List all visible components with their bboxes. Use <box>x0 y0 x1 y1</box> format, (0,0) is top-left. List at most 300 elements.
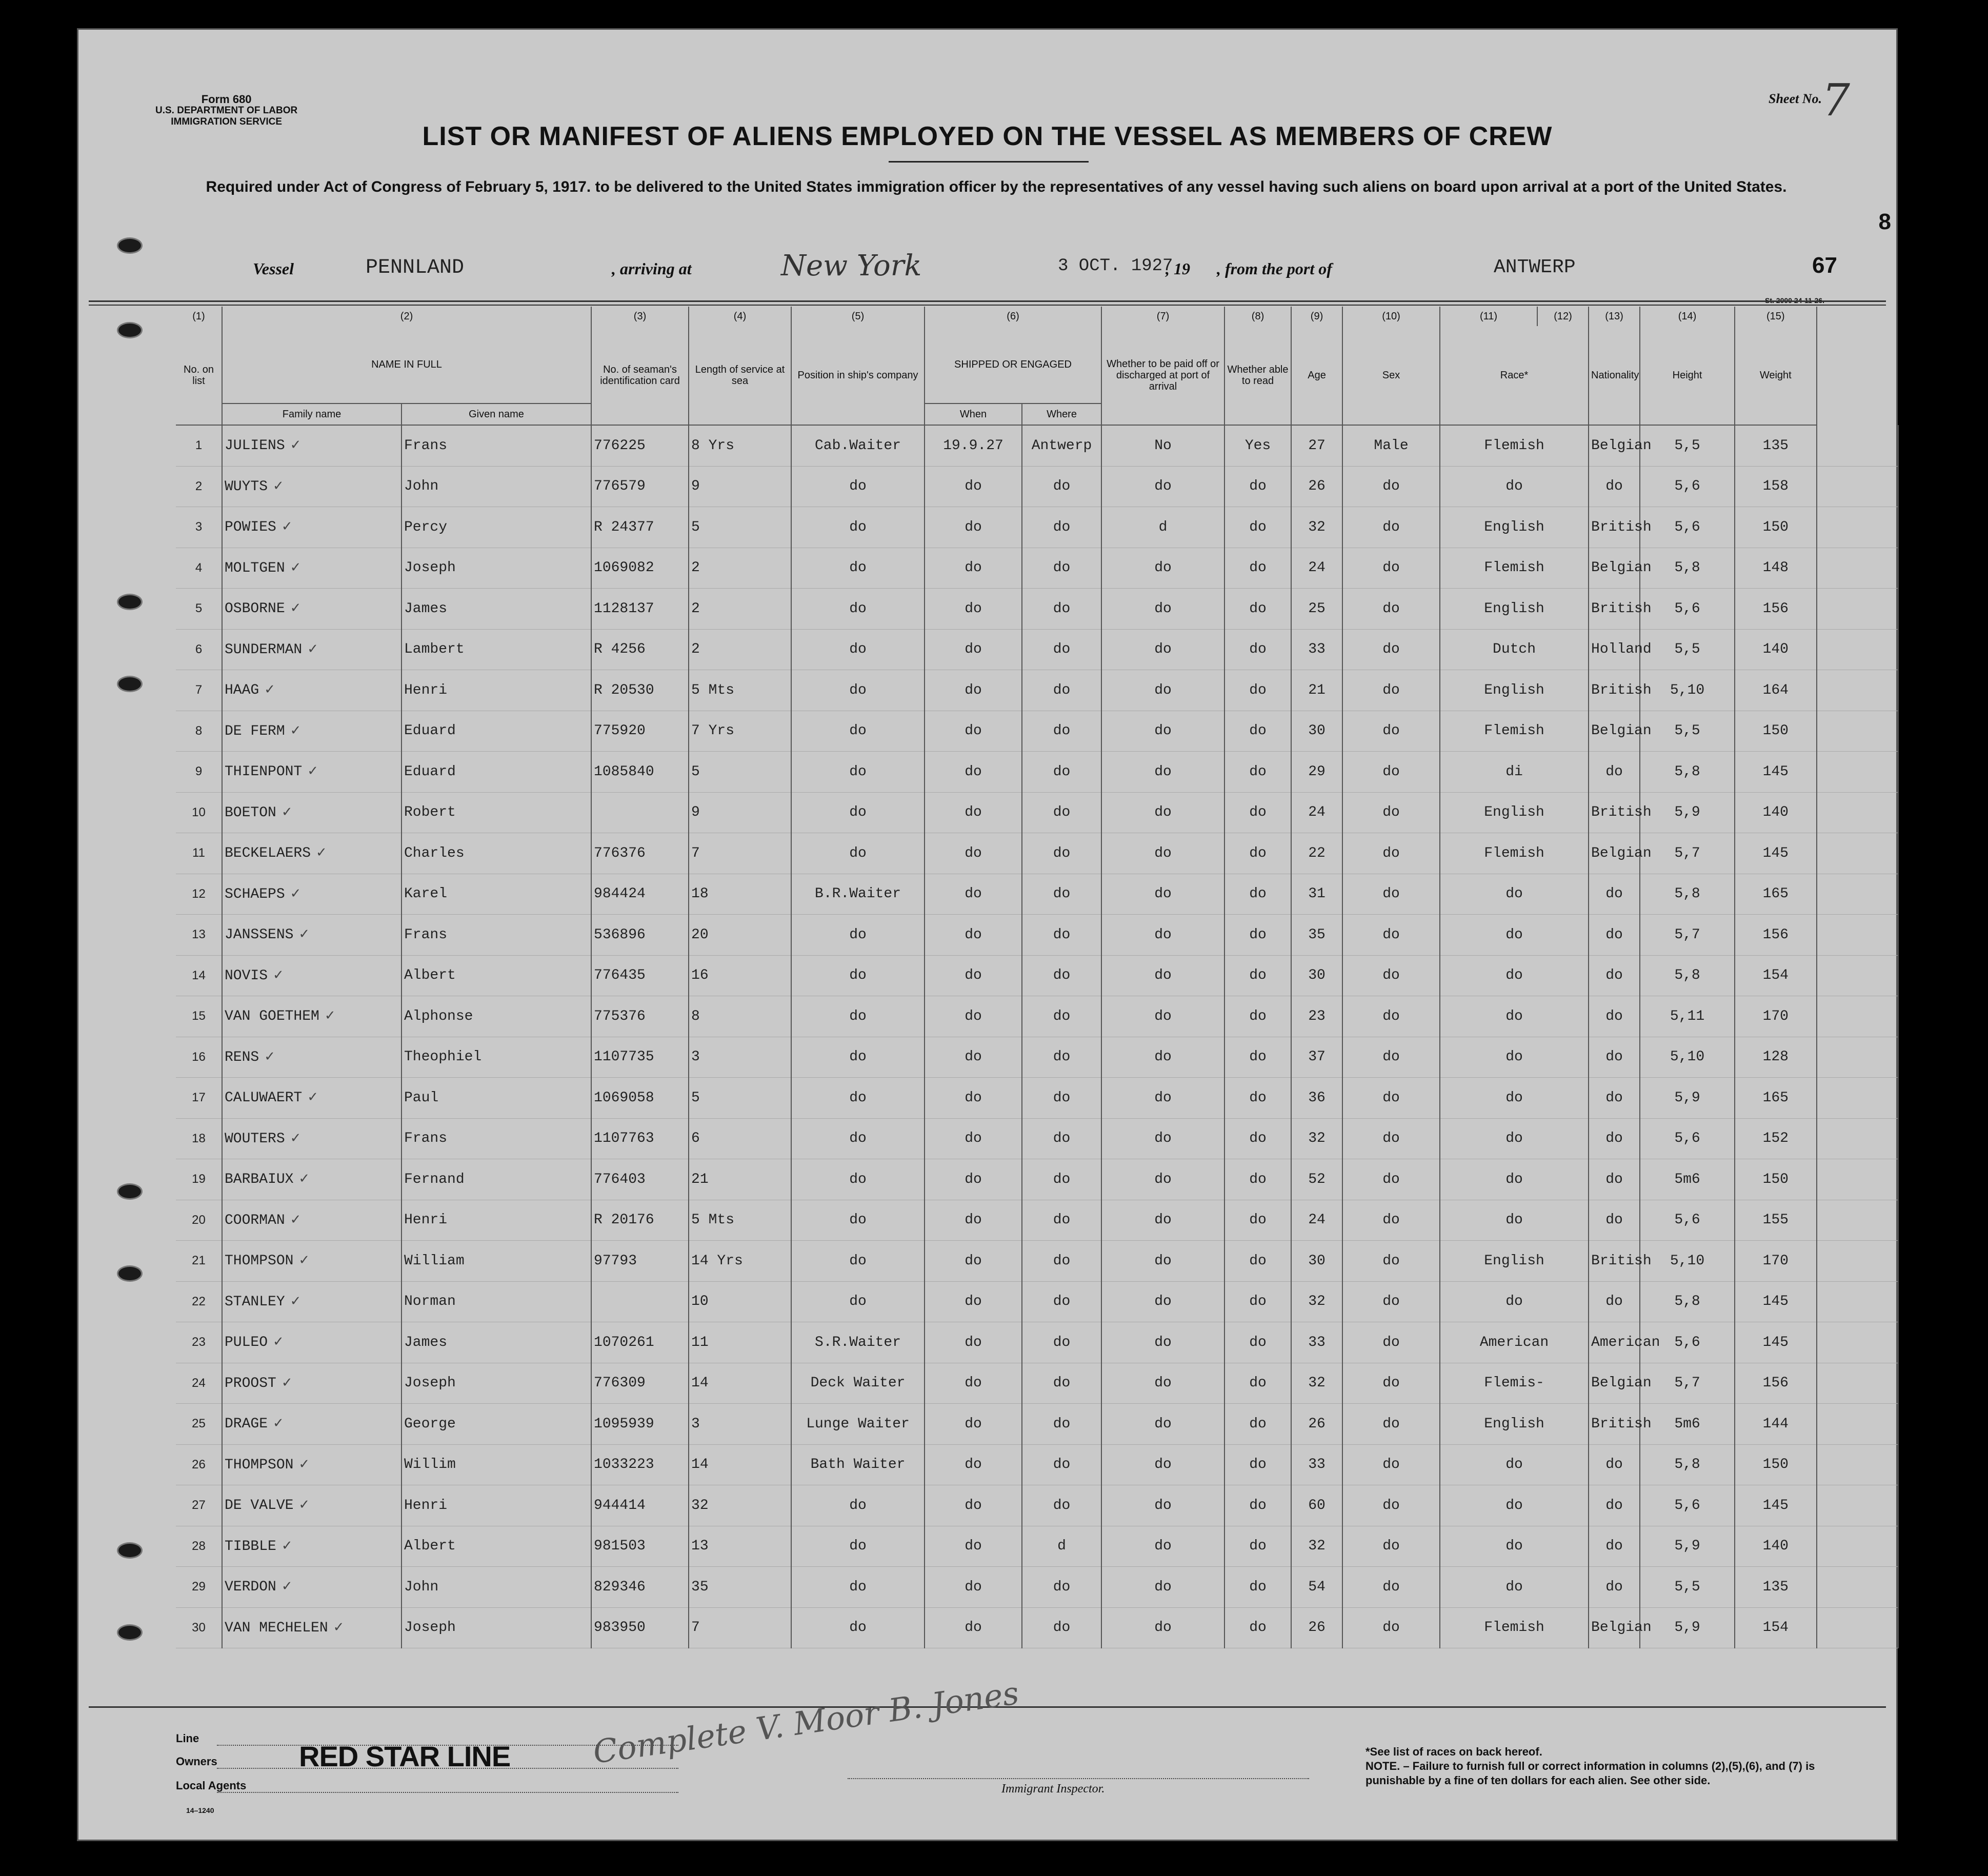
height: 5,8 <box>1640 548 1735 589</box>
shipped-when: do <box>925 955 1022 996</box>
punch-hole <box>117 1265 143 1282</box>
row-number: 1 <box>176 425 222 466</box>
height: 5,9 <box>1640 1607 1735 1648</box>
shipped-when: do <box>925 507 1022 548</box>
given-name: Frans <box>401 425 591 466</box>
owner-stamp: RED STAR LINE <box>299 1740 511 1772</box>
table-row <box>176 589 1898 630</box>
paid-off: do <box>1101 1363 1224 1404</box>
age: 26 <box>1291 466 1342 507</box>
shipped-when: do <box>925 833 1022 874</box>
sheet-number: 7 <box>1822 75 1850 126</box>
sex: do <box>1342 1159 1440 1200</box>
weight: 150 <box>1735 507 1816 548</box>
able-to-read: do <box>1224 1485 1291 1526</box>
nationality: do <box>1589 1281 1640 1322</box>
paid-off: do <box>1101 548 1224 589</box>
nationality: do <box>1589 1485 1640 1526</box>
paid-off: do <box>1101 1159 1224 1200</box>
given-name: Frans <box>401 915 591 956</box>
check-mark-icon: ✓ <box>307 1090 319 1105</box>
punch-hole <box>117 1542 143 1559</box>
able-to-read: Yes <box>1224 425 1291 466</box>
family-name: BOETON ✓ <box>222 792 401 833</box>
shipped-when: do <box>925 629 1022 670</box>
footer <box>78 1674 1896 1840</box>
physical-marks <box>1817 425 1898 466</box>
shipped-when: do <box>925 874 1022 915</box>
length-of-service: 16 <box>689 955 791 996</box>
age: 52 <box>1291 1159 1342 1200</box>
check-mark-icon: ✓ <box>281 1579 293 1595</box>
row-number: 17 <box>176 1078 222 1119</box>
sex: do <box>1342 1322 1440 1363</box>
able-to-read: do <box>1224 589 1291 630</box>
table-row <box>176 711 1898 752</box>
table-row <box>176 996 1898 1037</box>
id-card-number: 97793 <box>591 1241 689 1282</box>
height: 5,8 <box>1640 1281 1735 1322</box>
shipped-when: do <box>925 589 1022 630</box>
length-of-service: 7 <box>689 833 791 874</box>
length-of-service: 2 <box>689 548 791 589</box>
sex: do <box>1342 874 1440 915</box>
row-number: 27 <box>176 1485 222 1526</box>
family-name: PROOST ✓ <box>222 1363 401 1404</box>
id-card-number <box>591 1281 689 1322</box>
nationality: do <box>1589 752 1640 793</box>
row-number: 25 <box>176 1404 222 1445</box>
check-mark-icon: ✓ <box>333 1619 345 1635</box>
id-card-number: 775920 <box>591 711 689 752</box>
nationality: do <box>1589 1037 1640 1078</box>
shipped-where: do <box>1022 1485 1101 1526</box>
shipped-where: do <box>1022 1078 1101 1119</box>
id-card-number: 776309 <box>591 1363 689 1404</box>
header-where: Where <box>1022 404 1101 425</box>
race: English <box>1440 670 1589 711</box>
footnotes <box>1366 1745 1817 1788</box>
physical-marks <box>1817 1363 1898 1404</box>
ship-position: do <box>791 1607 925 1648</box>
family-name: VAN MECHELEN ✓ <box>222 1607 401 1648</box>
race: do <box>1440 1567 1589 1608</box>
length-of-service: 32 <box>689 1485 791 1526</box>
nationality: British <box>1589 1404 1640 1445</box>
shipped-when: do <box>925 1444 1022 1485</box>
check-mark-icon: ✓ <box>264 682 276 698</box>
able-to-read: do <box>1224 996 1291 1037</box>
age: 32 <box>1291 1118 1342 1159</box>
able-to-read: do <box>1224 955 1291 996</box>
shipped-when: do <box>925 1485 1022 1526</box>
ship-position: do <box>791 1567 925 1608</box>
weight: 165 <box>1735 1078 1816 1119</box>
ship-position: do <box>791 955 925 996</box>
weight: 150 <box>1735 1159 1816 1200</box>
sex: do <box>1342 833 1440 874</box>
nationality: Belgian <box>1589 833 1640 874</box>
age: 30 <box>1291 955 1342 996</box>
row-number: 12 <box>176 874 222 915</box>
shipped-when: do <box>925 548 1022 589</box>
ship-position: do <box>791 711 925 752</box>
check-mark-icon: ✓ <box>298 1497 310 1513</box>
paid-off: do <box>1101 752 1224 793</box>
check-mark-icon: ✓ <box>290 1212 302 1227</box>
check-mark-icon: ✓ <box>290 722 302 738</box>
column-number: (12) <box>1537 307 1589 326</box>
nationality: British <box>1589 670 1640 711</box>
age: 32 <box>1291 1526 1342 1567</box>
id-card-number: 984424 <box>591 874 689 915</box>
shipped-when: do <box>925 1526 1022 1567</box>
id-card-number: R 20176 <box>591 1200 689 1241</box>
shipped-where: do <box>1022 1607 1101 1648</box>
race: do <box>1440 1037 1589 1078</box>
header-race: Race* <box>1440 326 1589 425</box>
column-number: (2) <box>222 307 591 326</box>
physical-marks <box>1817 1485 1898 1526</box>
nationality: British <box>1589 1241 1640 1282</box>
height: 5,8 <box>1640 1444 1735 1485</box>
table-row <box>176 915 1898 956</box>
year-label: , 19 <box>1166 259 1190 278</box>
length-of-service: 9 <box>689 792 791 833</box>
able-to-read: do <box>1224 1281 1291 1322</box>
header-no-on-list: No. on list <box>176 326 222 425</box>
height: 5,6 <box>1640 1322 1735 1363</box>
family-name: JANSSENS ✓ <box>222 915 401 956</box>
age: 24 <box>1291 548 1342 589</box>
paid-off: do <box>1101 1404 1224 1445</box>
title-underline <box>889 161 1089 163</box>
check-mark-icon: ✓ <box>298 1171 310 1187</box>
check-mark-icon: ✓ <box>298 1253 310 1268</box>
height: 5,5 <box>1640 711 1735 752</box>
sex: do <box>1342 1281 1440 1322</box>
shipped-where: do <box>1022 1159 1101 1200</box>
sex: do <box>1342 1444 1440 1485</box>
row-number: 10 <box>176 792 222 833</box>
age: 60 <box>1291 1485 1342 1526</box>
paid-off: do <box>1101 1078 1224 1119</box>
from-port-label: , from the port of <box>1217 259 1332 278</box>
race: English <box>1440 1241 1589 1282</box>
id-card-number: R 20530 <box>591 670 689 711</box>
height: 5,9 <box>1640 792 1735 833</box>
paid-off: do <box>1101 1567 1224 1608</box>
race: do <box>1440 1281 1589 1322</box>
physical-marks <box>1817 1567 1898 1608</box>
table-row <box>176 1281 1898 1322</box>
table-row <box>176 1526 1898 1567</box>
family-name: NOVIS ✓ <box>222 955 401 996</box>
check-mark-icon: ✓ <box>281 1538 293 1554</box>
weight: 135 <box>1735 1567 1816 1608</box>
height: 5,7 <box>1640 833 1735 874</box>
height: 5,8 <box>1640 955 1735 996</box>
check-mark-icon: ✓ <box>273 478 284 494</box>
family-name: TIBBLE ✓ <box>222 1526 401 1567</box>
row-number: 21 <box>176 1241 222 1282</box>
id-card-number: R 24377 <box>591 507 689 548</box>
arrival-date: 3 OCT. 1927 <box>1058 256 1173 276</box>
weight: 150 <box>1735 1444 1816 1485</box>
given-name: George <box>401 1404 591 1445</box>
physical-marks <box>1817 1159 1898 1200</box>
able-to-read: do <box>1224 1444 1291 1485</box>
nationality: do <box>1589 996 1640 1037</box>
family-name: THOMPSON ✓ <box>222 1444 401 1485</box>
departure-port: ANTWERP <box>1494 256 1576 278</box>
family-name: BECKELAERS ✓ <box>222 833 401 874</box>
table-row <box>176 548 1898 589</box>
id-card-number: 1095939 <box>591 1404 689 1445</box>
paid-off: do <box>1101 915 1224 956</box>
physical-marks <box>1817 629 1898 670</box>
shipped-where: do <box>1022 589 1101 630</box>
given-name: Lambert <box>401 629 591 670</box>
ship-position: do <box>791 1526 925 1567</box>
length-of-service: 5 <box>689 507 791 548</box>
weight: 170 <box>1735 996 1816 1037</box>
able-to-read: do <box>1224 1241 1291 1282</box>
length-of-service: 5 <box>689 752 791 793</box>
race: do <box>1440 1078 1589 1119</box>
physical-marks <box>1817 1404 1898 1445</box>
given-name: Joseph <box>401 1607 591 1648</box>
race: English <box>1440 507 1589 548</box>
row-number: 23 <box>176 1322 222 1363</box>
check-mark-icon: ✓ <box>307 641 319 657</box>
column-number: (8) <box>1224 307 1291 326</box>
physical-marks <box>1817 1118 1898 1159</box>
given-name: John <box>401 1567 591 1608</box>
row-number: 2 <box>176 466 222 507</box>
shipped-when: do <box>925 1037 1022 1078</box>
table-row <box>176 955 1898 996</box>
header-position: Position in ship's company <box>791 326 925 425</box>
row-number: 28 <box>176 1526 222 1567</box>
length-of-service: 5 Mts <box>689 1200 791 1241</box>
race: English <box>1440 589 1589 630</box>
id-card-number: 775376 <box>591 996 689 1037</box>
column-title-row <box>176 326 1898 404</box>
row-number: 19 <box>176 1159 222 1200</box>
family-name: MOLTGEN ✓ <box>222 548 401 589</box>
height: 5,6 <box>1640 507 1735 548</box>
shipped-where: do <box>1022 874 1101 915</box>
row-number: 13 <box>176 915 222 956</box>
family-name: HAAG ✓ <box>222 670 401 711</box>
row-number: 26 <box>176 1444 222 1485</box>
height: 5,10 <box>1640 670 1735 711</box>
length-of-service: 9 <box>689 466 791 507</box>
header-when: When <box>925 404 1022 425</box>
length-of-service: 8 Yrs <box>689 425 791 466</box>
header-length-service: Length of service at sea <box>689 326 791 425</box>
sex: do <box>1342 792 1440 833</box>
table-row <box>176 1363 1898 1404</box>
column-number: (13) <box>1589 307 1640 326</box>
weight: 144 <box>1735 1404 1816 1445</box>
weight: 156 <box>1735 1363 1816 1404</box>
inspector-signature-line <box>848 1778 1309 1779</box>
weight: 140 <box>1735 792 1816 833</box>
weight: 152 <box>1735 1118 1816 1159</box>
age: 26 <box>1291 1607 1342 1648</box>
shipped-when: do <box>925 1567 1022 1608</box>
ship-position: do <box>791 996 925 1037</box>
header-family-name: Family name <box>222 404 401 425</box>
given-name: Eduard <box>401 752 591 793</box>
family-name: THIENPONT ✓ <box>222 752 401 793</box>
table-row <box>176 1404 1898 1445</box>
able-to-read: do <box>1224 507 1291 548</box>
id-card-number: 983950 <box>591 1607 689 1648</box>
ship-position: do <box>791 833 925 874</box>
check-mark-icon: ✓ <box>290 1293 302 1309</box>
physical-marks <box>1817 1444 1898 1485</box>
sex: Male <box>1342 425 1440 466</box>
header-shipped-engaged: SHIPPED OR ENGAGED <box>925 326 1101 404</box>
column-number: (7) <box>1101 307 1224 326</box>
height: 5,8 <box>1640 874 1735 915</box>
paid-off: do <box>1101 996 1224 1037</box>
shipped-when: do <box>925 1078 1022 1119</box>
id-card-number: 776225 <box>591 425 689 466</box>
weight: 145 <box>1735 1485 1816 1526</box>
sheet-number-label: Sheet No. <box>1769 91 1822 106</box>
table-row <box>176 1241 1898 1282</box>
row-number: 3 <box>176 507 222 548</box>
given-name: Willim <box>401 1444 591 1485</box>
age: 27 <box>1291 425 1342 466</box>
sex: do <box>1342 589 1440 630</box>
shipped-where: do <box>1022 507 1101 548</box>
height: 5,6 <box>1640 1485 1735 1526</box>
check-mark-icon: ✓ <box>281 519 293 535</box>
given-name: Frans <box>401 1118 591 1159</box>
ship-position: Bath Waiter <box>791 1444 925 1485</box>
family-name: PULEO ✓ <box>222 1322 401 1363</box>
header-name-in-full: NAME IN FULL <box>222 326 591 404</box>
punch-hole <box>117 1183 143 1200</box>
family-name: WUYTS ✓ <box>222 466 401 507</box>
ship-position: do <box>791 1159 925 1200</box>
shipped-where: do <box>1022 1241 1101 1282</box>
weight: 155 <box>1735 1200 1816 1241</box>
age: 36 <box>1291 1078 1342 1119</box>
header-id-card: No. of seaman's identification card <box>591 326 689 425</box>
id-card-number: 776403 <box>591 1159 689 1200</box>
age: 32 <box>1291 1363 1342 1404</box>
length-of-service: 10 <box>689 1281 791 1322</box>
id-card-number: 981503 <box>591 1526 689 1567</box>
id-card-number: 1085840 <box>591 752 689 793</box>
shipped-where: do <box>1022 548 1101 589</box>
age: 26 <box>1291 1404 1342 1445</box>
able-to-read: do <box>1224 466 1291 507</box>
shipped-where: Antwerp <box>1022 425 1101 466</box>
shipped-where: do <box>1022 752 1101 793</box>
row-number: 30 <box>176 1607 222 1648</box>
shipped-when: do <box>925 792 1022 833</box>
table-row <box>176 466 1898 507</box>
race: do <box>1440 1444 1589 1485</box>
shipped-where: do <box>1022 833 1101 874</box>
given-name: Percy <box>401 507 591 548</box>
physical-marks <box>1817 1322 1898 1363</box>
given-name: John <box>401 466 591 507</box>
column-number: (3) <box>591 307 689 326</box>
length-of-service: 35 <box>689 1567 791 1608</box>
race: di <box>1440 752 1589 793</box>
height: 5,5 <box>1640 1567 1735 1608</box>
header-paid-off: Whether to be paid off or discharged at port of arrival <box>1101 326 1224 425</box>
age: 54 <box>1291 1567 1342 1608</box>
given-name: Joseph <box>401 1363 591 1404</box>
age: 24 <box>1291 1200 1342 1241</box>
shipped-where: do <box>1022 670 1101 711</box>
physical-marks <box>1817 792 1898 833</box>
shipped-where: do <box>1022 915 1101 956</box>
shipped-when: do <box>925 670 1022 711</box>
family-name: VAN GOETHEM ✓ <box>222 996 401 1037</box>
physical-marks <box>1817 1241 1898 1282</box>
paid-off: do <box>1101 589 1224 630</box>
weight: 128 <box>1735 1037 1816 1078</box>
id-card-number: 776376 <box>591 833 689 874</box>
check-mark-icon: ✓ <box>298 926 310 942</box>
column-number: (10) <box>1342 307 1440 326</box>
penalty-note: NOTE. – Failure to furnish full or correct information in columns (2),(5),(6), and (7) is punishable by a fine of ten dollars for each alien. See other side. <box>1366 1760 1815 1787</box>
weight: 135 <box>1735 425 1816 466</box>
able-to-read: do <box>1224 1363 1291 1404</box>
sex: do <box>1342 915 1440 956</box>
weight: 140 <box>1735 1526 1816 1567</box>
ship-position: do <box>791 466 925 507</box>
age: 32 <box>1291 507 1342 548</box>
age: 29 <box>1291 752 1342 793</box>
column-number: (6) <box>925 307 1101 326</box>
shipped-where: d <box>1022 1526 1101 1567</box>
sex: do <box>1342 1526 1440 1567</box>
sex: do <box>1342 1078 1440 1119</box>
able-to-read: do <box>1224 1322 1291 1363</box>
paid-off: do <box>1101 955 1224 996</box>
given-name: Alphonse <box>401 996 591 1037</box>
check-mark-icon: ✓ <box>281 1375 293 1390</box>
ship-position: do <box>791 507 925 548</box>
able-to-read: do <box>1224 629 1291 670</box>
sex: do <box>1342 996 1440 1037</box>
id-card-number: 944414 <box>591 1485 689 1526</box>
nationality: do <box>1589 1159 1640 1200</box>
ship-position: Lunge Waiter <box>791 1404 925 1445</box>
given-name: Norman <box>401 1281 591 1322</box>
physical-marks <box>1817 915 1898 956</box>
row-number: 4 <box>176 548 222 589</box>
family-name: DE FERM ✓ <box>222 711 401 752</box>
nationality: Belgian <box>1589 1363 1640 1404</box>
given-name: Charles <box>401 833 591 874</box>
physical-marks <box>1817 1078 1898 1119</box>
height: 5m6 <box>1640 1404 1735 1445</box>
length-of-service: 2 <box>689 629 791 670</box>
header-height: Height <box>1640 326 1735 425</box>
